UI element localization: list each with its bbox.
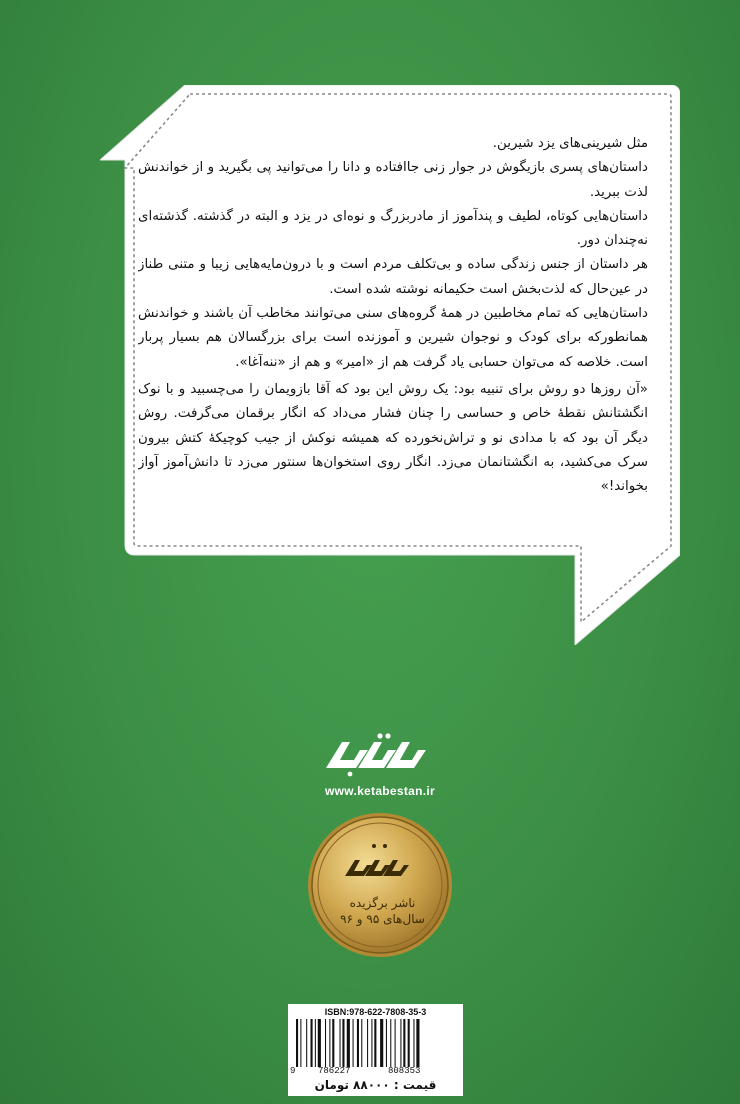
barcode-bar bbox=[386, 1019, 387, 1067]
barcode-lead-digit: 9 bbox=[290, 1066, 296, 1076]
barcode-bar bbox=[357, 1019, 359, 1067]
barcode bbox=[296, 1019, 455, 1067]
barcode-bar bbox=[353, 1019, 354, 1067]
barcode-bar bbox=[400, 1019, 401, 1067]
barcode-bar bbox=[374, 1019, 376, 1067]
blurb-quote: «آن روزها دو روش برای تنبیه بود: یک روش این بود که آقا بازویمان را می‌چسبید و با نوک انگشتانش نقطهٔ خاص و حساسی را چنان فشار می‌داد که انگار برقمان می‌گرفت. روش دیگر آن بود که با مدادی نو و تراش‌نخورده که همیشه نوکش از جیب کوچیکهٔ کتش بیرون سرک می‌کشید، به انگشتانمان می‌زد. انگار روی استخوان‌ها سنتور می‌زد تا دانش‌آموز آواز بخواند!» bbox=[138, 381, 648, 495]
barcode-bar bbox=[318, 1019, 321, 1067]
blurb-paragraph: داستان‌هایی که تمام مخاطبین در همهٔ گروه‌های سنی می‌توانند مخاطب آن باشند و خواندنش همانطورکه برای کودک و نوجوان شیرین و آموزنده است برای بزرگسالان هم بسیار پربار است. خلاصه که می‌توان حسابی یاد گرفت هم از «امیر» و هم از «ننه‌آغا». bbox=[138, 306, 648, 370]
barcode-digits-right: 808353 bbox=[388, 1066, 421, 1076]
barcode-bar bbox=[300, 1019, 301, 1067]
barcode-label bbox=[288, 1004, 463, 1096]
barcode-bar bbox=[416, 1019, 419, 1067]
barcode-bar bbox=[367, 1019, 368, 1067]
award-seal bbox=[305, 810, 455, 960]
barcode-bar bbox=[296, 1019, 298, 1067]
barcode-bar bbox=[342, 1019, 344, 1067]
barcode-bar bbox=[332, 1019, 334, 1067]
barcode-bar bbox=[329, 1019, 330, 1067]
barcode-bar bbox=[311, 1019, 313, 1067]
price-label: قیمت : ۸۸۰۰۰ تومان bbox=[314, 1078, 437, 1092]
barcode-bar bbox=[380, 1019, 383, 1067]
barcode-bar bbox=[390, 1019, 391, 1067]
blurb-paragraph: داستان‌هایی کوتاه، لطیف و پندآموز از مادربزرگ و نوه‌ای در یزد و البته در گذشته. گذشته‌ای نه‌چندان دور. bbox=[138, 208, 648, 249]
seal-caption-line: سال‌های ۹۵ و ۹۶ bbox=[340, 912, 425, 926]
barcode-digits-left: 786227 bbox=[318, 1066, 351, 1076]
seal-caption bbox=[335, 895, 430, 927]
barcode-bar bbox=[361, 1019, 362, 1067]
barcode-bar bbox=[325, 1019, 326, 1067]
barcode-bar bbox=[315, 1019, 316, 1067]
ketabestan-logo-icon bbox=[320, 728, 440, 780]
blurb-text bbox=[138, 132, 648, 602]
barcode-bar bbox=[306, 1019, 307, 1067]
seal-caption-line: ناشر برگزیده bbox=[349, 896, 416, 910]
blurb-paragraph: مثل شیرینی‌های یزد شیرین. bbox=[492, 136, 648, 151]
isbn-text: ISBN:978-622-7808-35-3 bbox=[324, 1007, 427, 1017]
barcode-bar bbox=[371, 1019, 372, 1067]
barcode-bar bbox=[403, 1019, 405, 1067]
barcode-bar bbox=[413, 1019, 414, 1067]
blurb-paragraph: هر داستان از جنس زندگی ساده و بی‌تکلف مردم است و با درون‌مایه‌هایی زیبا و متنی طناز در عین‌حال که لذت‌بخش است حکیمانه نوشته شده است. bbox=[138, 257, 648, 297]
publisher-website: www.ketabestan.ir bbox=[324, 784, 436, 798]
barcode-bar bbox=[347, 1019, 350, 1067]
blurb-paragraph: داستان‌های پسری بازیگوش در جوار زنی جاافتاده و دانا را می‌توانید پی بگیرید و از خواندنش لذت ببرید. bbox=[138, 160, 648, 200]
barcode-bar bbox=[395, 1019, 396, 1067]
barcode-bar bbox=[408, 1019, 410, 1067]
barcode-bar bbox=[340, 1019, 341, 1067]
